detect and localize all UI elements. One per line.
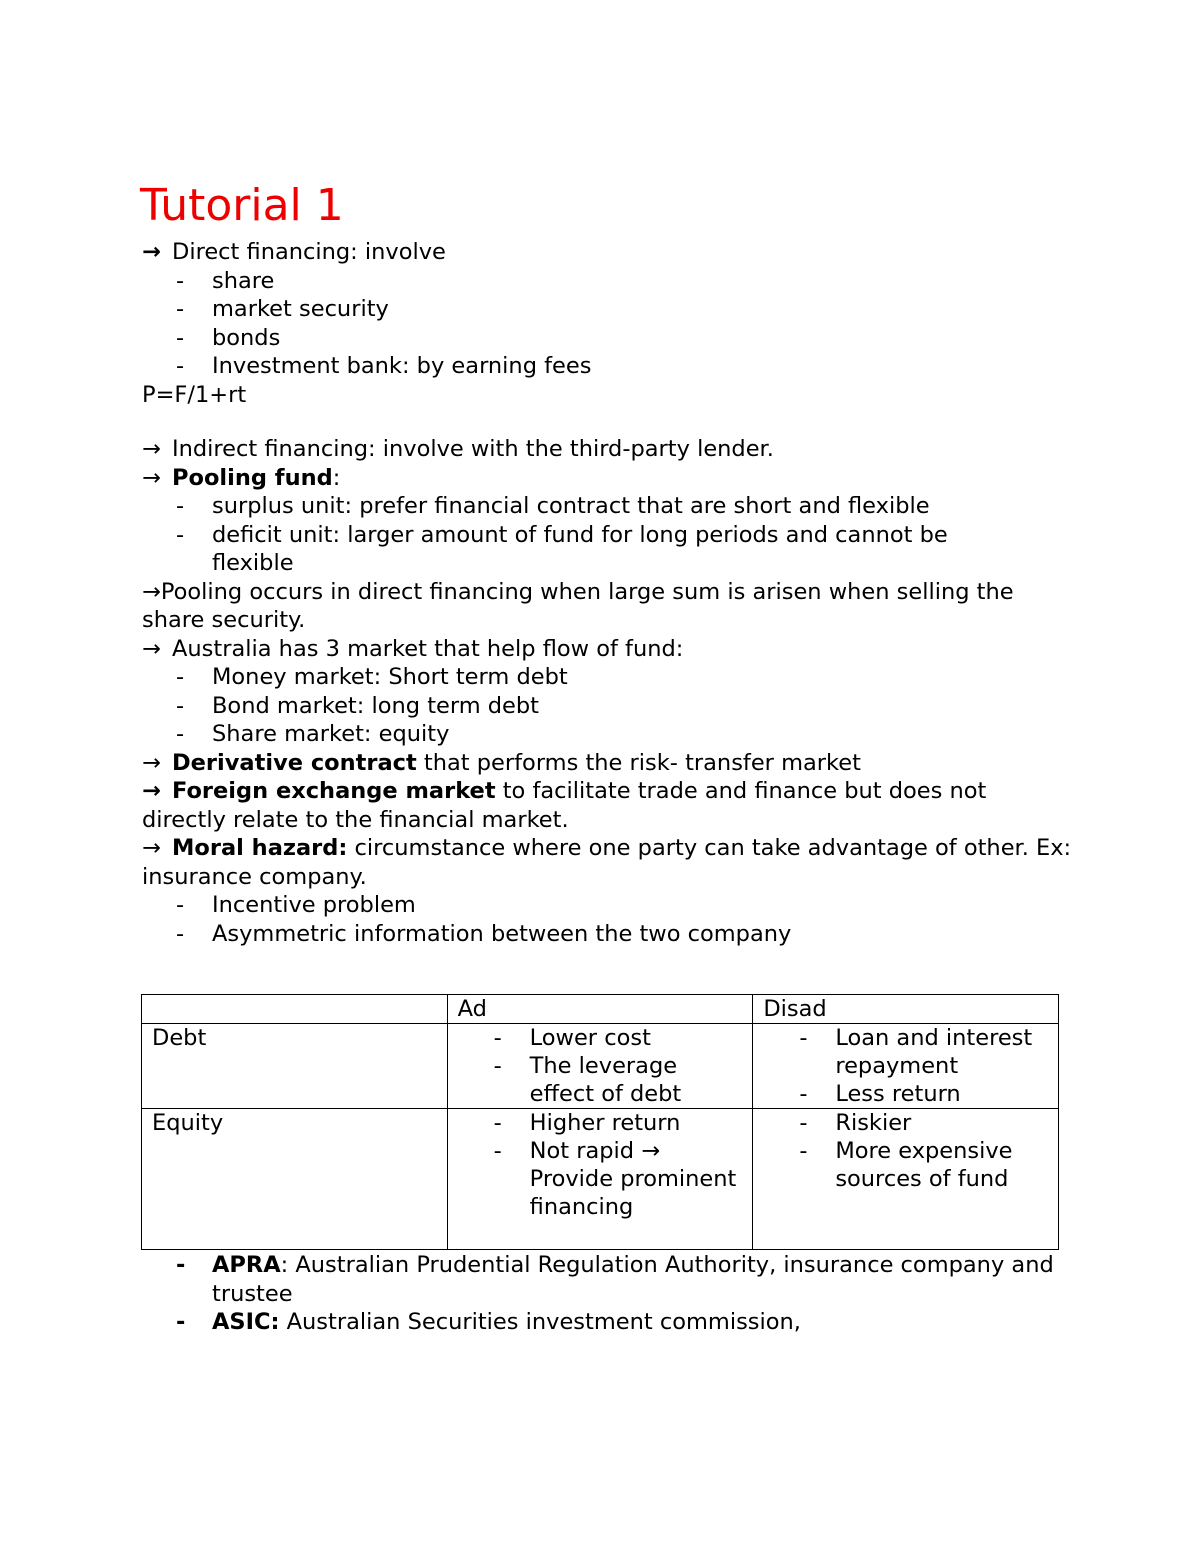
indirect-financing-line: → Indirect financing: involve with the third-party lender. <box>142 436 774 462</box>
arrow-icon: → <box>142 578 161 605</box>
moral-hazard-line: → Moral hazard: circumstance where one party can take advantage of other. Ex: insurance company. <box>142 835 1072 890</box>
list-item: - Loan and interest repayment <box>799 1025 1033 1079</box>
table-row <box>142 1109 1059 1250</box>
list-item: - Not rapid → Provide prominent financing <box>493 1138 737 1220</box>
list-item: - share <box>176 267 275 294</box>
list-item: - More expensive sources of fund <box>799 1138 1013 1192</box>
direct-financing-line: → Direct financing: involve <box>142 239 446 265</box>
arrow-icon: → <box>142 749 161 776</box>
advantages-cell <box>447 1024 753 1109</box>
list-item: - bonds <box>176 324 281 351</box>
list-item: - APRA: Australian Prudential Regulation Authority, insurance company and trustee <box>176 1252 1054 1307</box>
list-item: - The leverage effect of debt <box>493 1053 682 1107</box>
list-item: - market security <box>176 296 389 322</box>
list-item: - Money market: Short term debt <box>176 664 568 690</box>
spacer <box>142 409 1072 435</box>
list-item: - Incentive problem <box>176 892 416 918</box>
list-item: - Share market: equity <box>176 721 450 747</box>
notes-body <box>142 238 1072 948</box>
pooling-fund-line: → Pooling fund: <box>142 464 341 491</box>
arrow-icon: → <box>142 835 161 861</box>
arrow-icon: → <box>142 239 161 265</box>
disadvantages-cell <box>753 1024 1059 1109</box>
table-row <box>142 1024 1059 1109</box>
arrow-icon: → <box>142 436 161 462</box>
list-item: - Lower cost <box>493 1025 651 1051</box>
formula-line: P=F/1+rt <box>142 381 247 408</box>
arrow-icon: → <box>142 635 161 662</box>
list-item: - Less return <box>799 1081 961 1107</box>
fx-market-line: → Foreign exchange market to facilitate trade and finance but does not directly relate to the financial market. <box>142 778 987 833</box>
table-header-cell: Ad <box>447 995 753 1024</box>
list-item: - Bond market: long term debt <box>176 692 540 719</box>
derivative-line: → Derivative contract that performs the risk- transfer market <box>142 749 861 776</box>
table-header-row <box>142 995 1059 1024</box>
list-item: - Investment bank: by earning fees <box>176 353 592 379</box>
pooling-occurs-line: →Pooling occurs in direct financing when large sum is arisen when selling the share security. <box>142 578 1014 633</box>
list-item: - deficit unit: larger amount of fund for long periods and cannot be flexible <box>176 521 948 576</box>
arrow-icon: → <box>142 464 161 491</box>
page-title: Tutorial 1 <box>140 180 344 231</box>
list-item: - Asymmetric information between the two company <box>176 920 792 947</box>
list-item: - Higher return <box>493 1110 681 1136</box>
list-item: - surplus unit: prefer financial contract that are short and flexible <box>176 493 930 519</box>
table-header-cell <box>142 995 448 1024</box>
table-header-cell: Disad <box>753 995 1059 1024</box>
australia-markets-line: → Australia has 3 market that help flow of fund: <box>142 635 684 662</box>
regulators-list <box>142 1251 1072 1337</box>
arrow-icon: → <box>142 778 161 804</box>
row-label: Debt <box>142 1024 448 1109</box>
advantages-cell <box>447 1109 753 1250</box>
list-item: - ASIC: Australian Securities investment commission, <box>176 1309 801 1335</box>
disadvantages-cell <box>753 1109 1059 1250</box>
list-item: - Riskier <box>799 1110 912 1136</box>
debt-equity-table <box>141 994 1059 1250</box>
row-label: Equity <box>142 1109 448 1250</box>
